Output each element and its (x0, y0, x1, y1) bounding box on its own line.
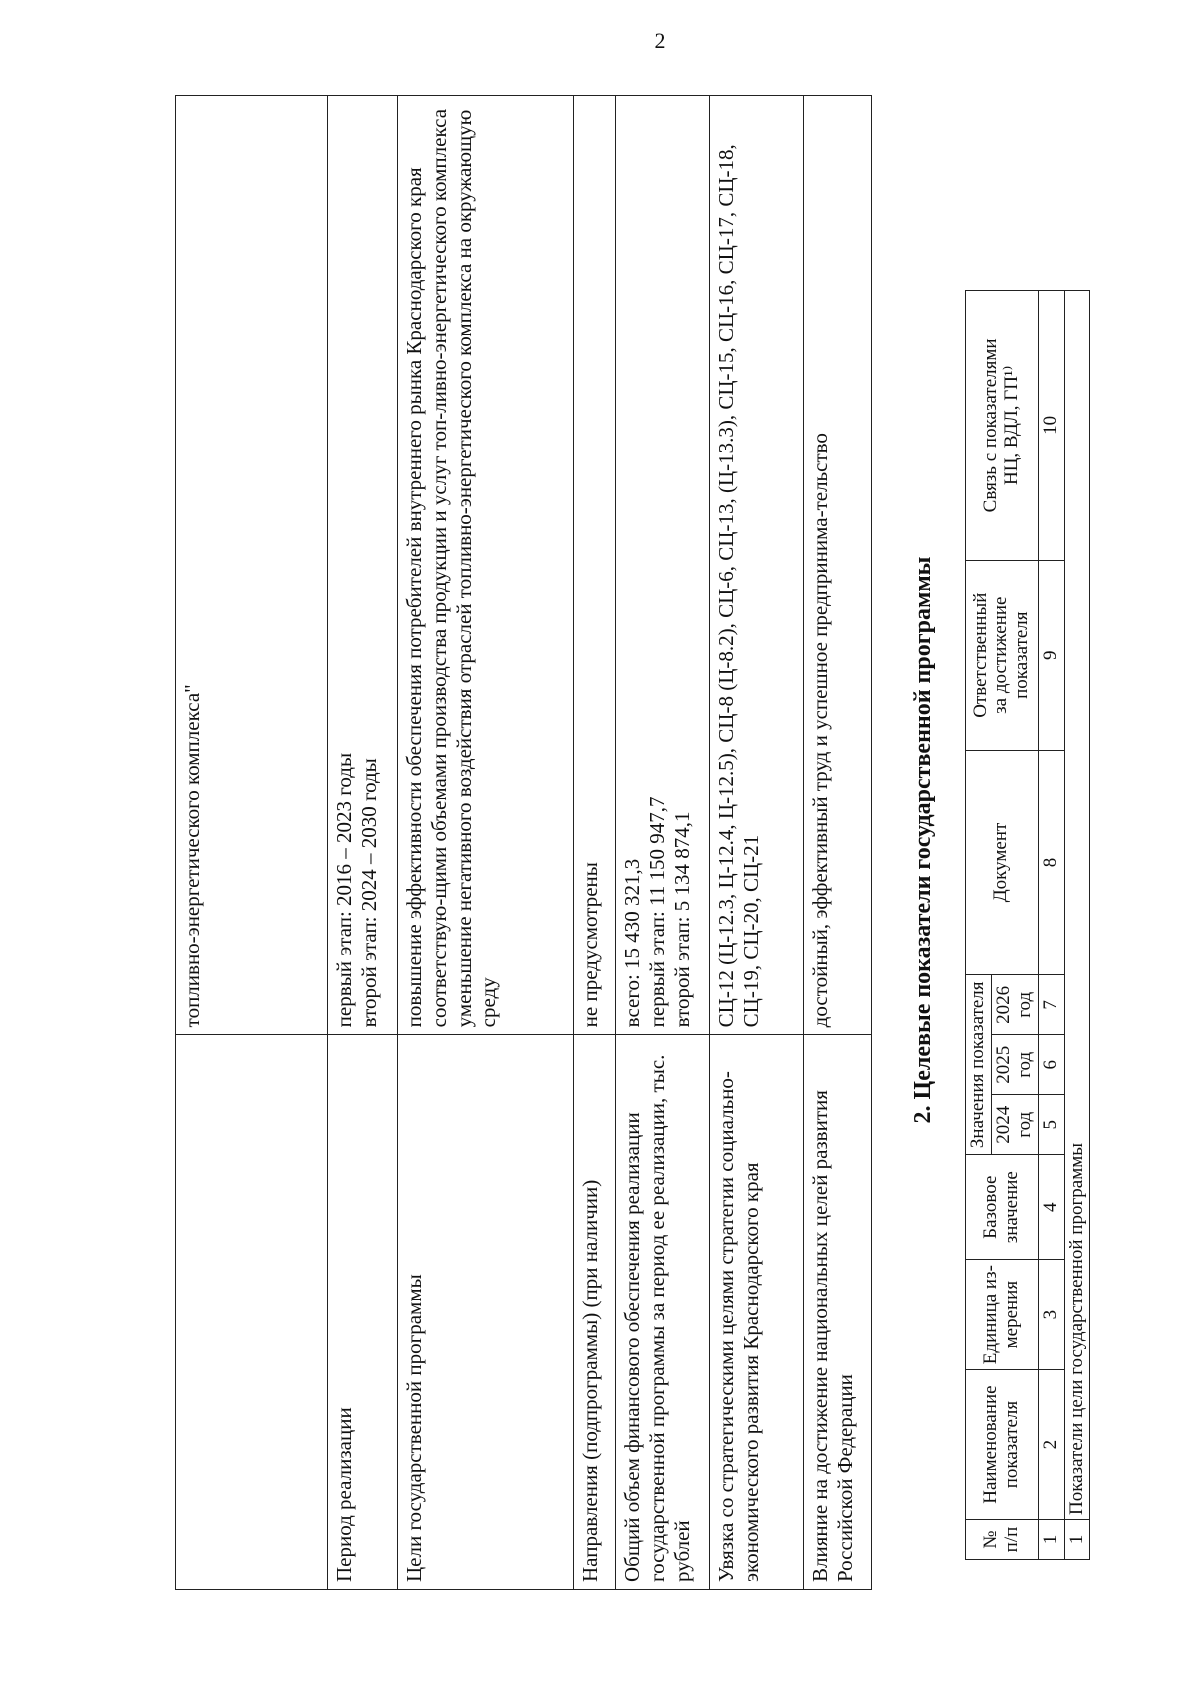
passport-value: достойный, эффективный труд и успешное предпринима-тельство (804, 96, 872, 1035)
colnum-cell: 9 (1038, 560, 1064, 750)
col-resp-header: Ответственный за достижение показателя (966, 560, 1039, 750)
col-name-header: Наименование показателя (966, 1370, 1039, 1520)
passport-key (176, 1035, 328, 1590)
colnum-cell: 6 (1038, 1035, 1064, 1095)
section-title: 2. Целевые показатели государственной программы (910, 556, 936, 1124)
colnum-cell: 1 (1038, 1520, 1064, 1560)
passport-key: Период реализации (328, 1035, 398, 1590)
rotated-content (175, 90, 1125, 1590)
passport-value: повышение эффективности обеспечения потребителей внутреннего рынка Краснодарского края соответствую-щими объемами производства продукции и услуг топ-ливно-энергетического комплекса уменьшение негативного воздействия отраслей топливно-энергетического комплекса на окружающую среду (398, 96, 574, 1035)
colnum-cell: 5 (1038, 1095, 1064, 1155)
col-2024-header: 2024 год (991, 1095, 1038, 1155)
colnum-cell: 8 (1038, 750, 1064, 975)
col-link-header: Связь с показателями НЦ, ВДЛ, ГП¹⁾ (966, 291, 1039, 561)
passport-value: всего: 15 430 321,3 первый этап: 11 150 947,7 второй этап: 5 134 874,1 (616, 96, 710, 1035)
passport-key: Направления (подпрограммы) (при наличии) (574, 1035, 616, 1590)
col-doc-header: Документ (966, 750, 1039, 975)
passport-row (176, 96, 328, 1590)
passport-key: Увязка со стратегическими целями стратегии социально-экономического развития Краснодарского края (710, 1035, 804, 1590)
passport-key: Влияние на достижение национальных целей развития Российской Федерации (804, 1035, 872, 1590)
targets-group-row (1064, 291, 1090, 1560)
colnum-cell: 7 (1038, 975, 1064, 1035)
passport-key: Цели государственной программы (398, 1035, 574, 1590)
passport-row (398, 96, 574, 1590)
passport-key: Общий объем финансового обеспечения реализации государственной программы за период ее реализации, тыс. рублей (616, 1035, 710, 1590)
colnum-cell: 2 (1038, 1370, 1064, 1520)
page-number: 2 (654, 28, 666, 53)
passport-row (710, 96, 804, 1590)
passport-row (804, 96, 872, 1590)
passport-table (175, 95, 872, 1590)
targets-colnum-row (1038, 291, 1064, 1560)
col-base-header: Базовое значение (966, 1155, 1039, 1260)
colnum-cell: 3 (1038, 1260, 1064, 1370)
passport-value: не предусмотрены (574, 96, 616, 1035)
group-num: 1 (1064, 1520, 1090, 1560)
col-2026-header: 2026 год (991, 975, 1038, 1035)
targets-header-row (966, 291, 992, 1560)
passport-value: СЦ-12 (Ц-12.3, Ц-12.4, Ц-12.5), СЦ-8 (Ц-8.2), СЦ-6, СЦ-13, (Ц-13.3), СЦ-15, СЦ-16, СЦ-17, СЦ-18, СЦ-19, СЦ-20, СЦ-21 (710, 96, 804, 1035)
passport-row (328, 96, 398, 1590)
col-2025-header: 2025 год (991, 1035, 1038, 1095)
col-num-header: № п/п (966, 1520, 1039, 1560)
col-unit-header: Единица из- мерения (966, 1260, 1039, 1370)
colnum-cell: 10 (1038, 291, 1064, 561)
passport-row (574, 96, 616, 1590)
group-label: Показатели цели государственной программы (1064, 291, 1090, 1520)
col-values-group-header: Значения показателя (966, 975, 992, 1155)
passport-row (616, 96, 710, 1590)
targets-table (965, 290, 1090, 1560)
passport-value: топливно-энергетического комплекса" (176, 96, 328, 1035)
passport-value: первый этап: 2016 – 2023 годы второй этап: 2024 – 2030 годы (328, 96, 398, 1035)
colnum-cell: 4 (1038, 1155, 1064, 1260)
